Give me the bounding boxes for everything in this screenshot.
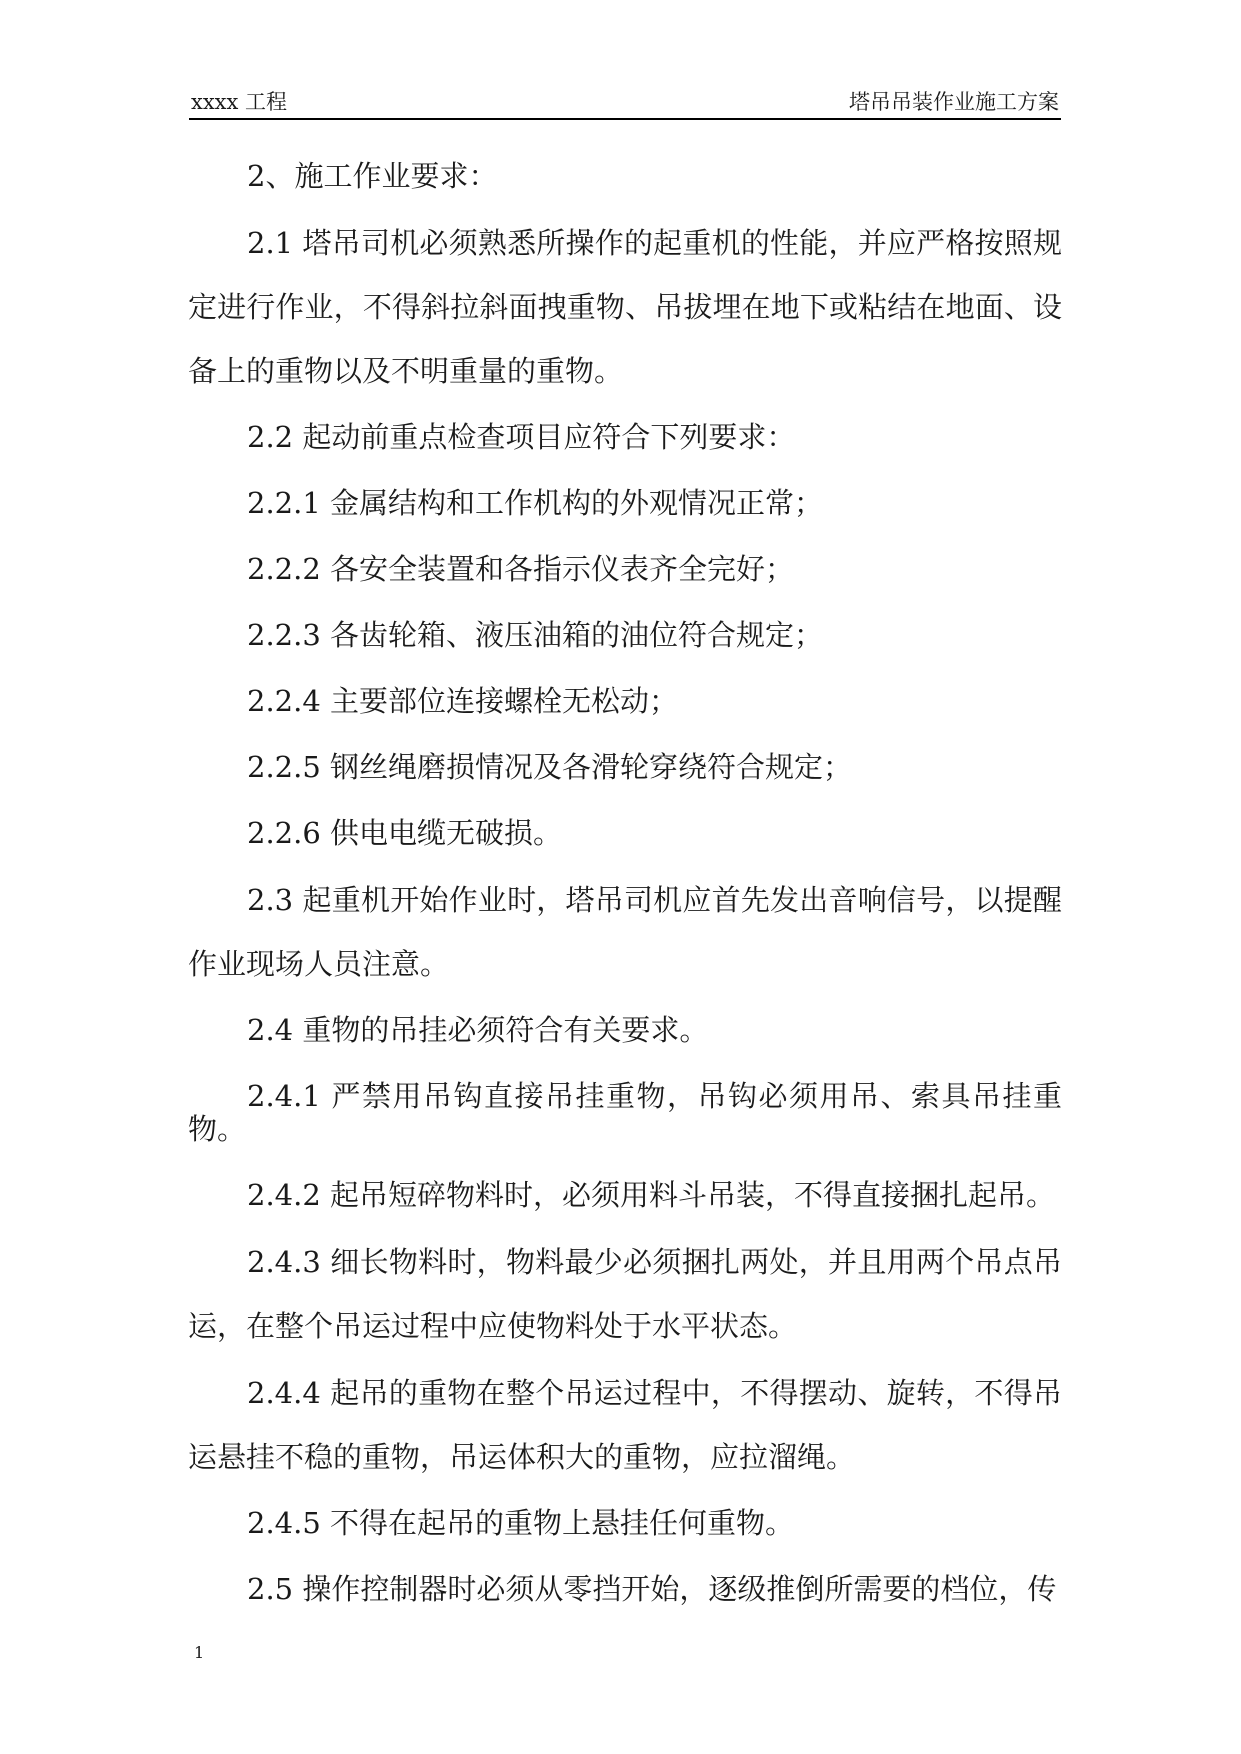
paragraph-2-2-1: 2.2.1 金属结构和工作机构的外观情况正常； [247,486,824,520]
paragraph-2-3: 2.3 起重机开始作业时，塔吊司机应首先发出音响信号，以提醒作业现场人员注意。 [188,883,1062,981]
paragraph-2-2: 2.2 起动前重点检查项目应符合下列要求： [247,420,796,454]
paragraph-2-5: 2.5 操作控制器时必须从零挡开始，逐级推倒所需要的档位，传 [247,1572,1057,1606]
paragraph-2-2-3: 2.2.3 各齿轮箱、液压油箱的油位符合规定； [247,618,824,652]
paragraph-2-2-6: 2.2.6 供电电缆无破损。 [247,816,563,850]
paragraph-2-4-5: 2.4.5 不得在起吊的重物上悬挂任何重物。 [247,1506,795,1540]
paragraph-2-1: 2.1 塔吊司机必须熟悉所操作的起重机的性能，并应严格按照规定进行作业，不得斜拉斜面拽重物、吊拔埋在地下或粘结在地面、设备上的重物以及不明重量的重物。 [188,226,1062,388]
paragraph-2-2-2: 2.2.2 各安全装置和各指示仪表齐全完好； [247,552,795,586]
paragraph-2-4: 2.4 重物的吊挂必须符合有关要求。 [247,1013,709,1047]
paragraph-2-4-4: 2.4.4 起吊的重物在整个吊运过程中，不得摆动、旋转，不得吊运悬挂不稳的重物，吊运体积大的重物，应拉溜绳。 [188,1376,1062,1474]
paragraph-2-4-3: 2.4.3 细长物料时，物料最少必须捆扎两处，并且用两个吊点吊运，在整个吊运过程中应使物料处于水平状态。 [188,1245,1062,1343]
page-header [189,88,1061,120]
paragraph-2-2-5: 2.2.5 钢丝绳磨损情况及各滑轮穿绕符合规定； [247,750,853,784]
page-number: 1 [194,1643,205,1662]
document-body [188,160,1062,1639]
paragraph-2-4-1: 2.4.1 严禁用吊钩直接吊挂重物，吊钩必须用吊、索具吊挂重物。 [188,1079,1062,1146]
paragraph-2-2-4: 2.2.4 主要部位连接螺栓无松动； [247,684,679,718]
header-document-title: 塔吊吊装作业施工方案 [849,90,1059,114]
paragraph-2-4-2: 2.4.2 起吊短碎物料时，必须用料斗吊装，不得直接捆扎起吊。 [247,1178,1056,1212]
section-heading: 2、施工作业要求： [247,159,498,193]
header-project-name: xxxx 工程 [191,90,288,114]
